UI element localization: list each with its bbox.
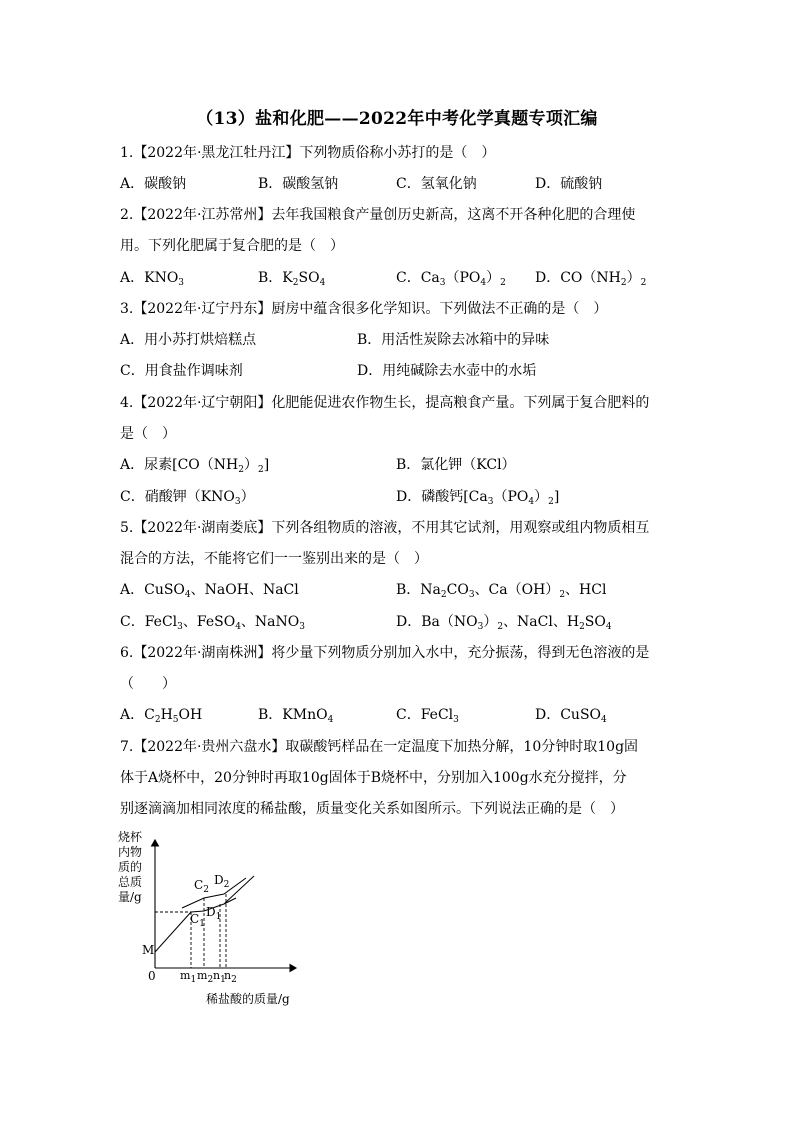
y-axis-label-line: 内物: [118, 845, 143, 859]
q6-stem-line-2: （ ）: [120, 676, 176, 692]
q2-option-d[interactable]: D．$CO(NH_2)_2$: [535, 270, 647, 288]
q3-option-c[interactable]: C．用食盐作调味剂: [120, 363, 243, 379]
x-axis-label: 稀盐酸的质量/g: [206, 992, 290, 1006]
graph-svg: [118, 826, 318, 1012]
q2-option-b[interactable]: B．$K_2SO_4$: [258, 270, 326, 288]
curve-a-rising: [155, 912, 191, 952]
label-origin: 0: [148, 969, 156, 983]
q4-option-b[interactable]: B．氯化钾（KCl）: [396, 457, 516, 473]
q4-option-a[interactable]: A．尿素$[CO(NH_2)_2]$: [120, 457, 270, 475]
y-axis-label-line: 总质: [118, 875, 143, 889]
q1-option-c[interactable]: C．氢氧化钠: [396, 176, 477, 192]
q4-stem-line-2: 是（ ）: [120, 426, 176, 442]
label-d1: $D_1$: [206, 905, 222, 922]
q5-stem-line-1: 5.【2022年·湖南娄底】下列各组物质的溶液，不用其它试剂，用观察或组内物质相互: [120, 520, 650, 536]
y-axis-label-line: 质的: [118, 860, 143, 874]
label-d2: $D_2$: [214, 873, 230, 890]
q6-option-b[interactable]: B．KMnO$_4$: [258, 707, 334, 725]
q2-stem-line-2: 用。下列化肥属于复合肥的是（ ）: [120, 238, 344, 254]
q1-option-d[interactable]: D．硫酸钠: [535, 176, 603, 192]
q5-option-b[interactable]: B．$Na_2CO_3$、$Ca(OH)_2$、HCl: [396, 582, 607, 600]
q7-mass-change-graph: [118, 826, 318, 1012]
q3-option-a[interactable]: A．用小苏打烘焙糕点: [120, 332, 257, 348]
label-c1: $C_1$: [190, 912, 205, 929]
label-m1: $m_1$: [180, 969, 197, 985]
label-n2: $n_2$: [224, 969, 237, 985]
q7-stem-line-3: 别逐滴滴加相同浓度的稀盐酸，质量变化关系如图所示。下列说法正确的是（ ）: [120, 801, 624, 817]
q2-option-c[interactable]: C．$Ca_3(PO_4)_2$: [396, 270, 506, 288]
q7-stem-line-1: 7.【2022年·贵州六盘水】取碳酸钙样品在一定温度下加热分解，10分钟时取10g固: [120, 739, 639, 755]
y-axis-label-line: 量/g: [118, 890, 142, 904]
q6-stem-line-1: 6.【2022年·湖南株洲】将少量下列物质分别加入水中，充分振荡，得到无色溶液的是: [120, 645, 650, 661]
q6-option-a[interactable]: A．$C_2H_5OH$: [120, 707, 203, 725]
q2-option-a[interactable]: A．$KNO_3$: [120, 270, 185, 288]
y-axis-label: [118, 830, 154, 930]
q6-option-c[interactable]: C．FeCl$_3$: [396, 707, 459, 725]
q7-stem-line-2: 体于A烧杯中，20分钟时再取10g固体于B烧杯中，分别加入100g水充分搅拌，分: [120, 770, 627, 786]
document-title: （13）盐和化肥——2022年中考化学真题专项汇编: [196, 109, 598, 129]
q2-stem-line-1: 2.【2022年·江苏常州】去年我国粮食产量创历史新高，这离不开各种化肥的合理使: [120, 207, 636, 223]
label-c2: $C_2$: [194, 878, 209, 895]
q4-stem-line-1: 4.【2022年·辽宁朝阳】化肥能促进农作物生长，提高粮食产量。下列属于复合肥料的: [120, 395, 650, 411]
q1-option-b[interactable]: B．碳酸氢钠: [258, 176, 339, 192]
label-m2: $m_2$: [197, 969, 214, 985]
q3-option-d[interactable]: D．用纯碱除去水壶中的水垢: [357, 363, 537, 379]
q4-option-c[interactable]: C．硝酸钾$(KNO_3)$: [120, 489, 255, 507]
q5-option-c[interactable]: C．FeCl$_3$、FeSO$_4$、NaNO$_3$: [120, 614, 305, 632]
q6-option-d[interactable]: D．CuSO$_4$: [535, 707, 607, 725]
q4-option-d[interactable]: D．磷酸钙$[Ca_3(PO_4)_2]$: [396, 489, 560, 507]
y-axis-label-line: 烧杯: [118, 830, 143, 844]
q3-option-b[interactable]: B．用活性炭除去冰箱中的异味: [357, 332, 550, 348]
q5-option-a[interactable]: A．CuSO$_4$、NaOH、NaCl: [120, 582, 299, 600]
q1-stem-line-1: 1.【2022年·黑龙江牡丹江】下列物质俗称小苏打的是（ ）: [120, 145, 496, 161]
q5-option-d[interactable]: D．$Ba(NO_3)_2$、NaCl、$H_2SO_4$: [396, 614, 612, 632]
label-m: M: [142, 943, 155, 957]
label-n1: $n_1$: [213, 969, 226, 985]
q3-stem-line-1: 3.【2022年·辽宁丹东】厨房中蕴含很多化学知识。下列做法不正确的是（ ）: [120, 301, 608, 317]
q5-stem-line-2: 混合的方法，不能将它们一一鉴别出来的是（ ）: [120, 551, 428, 567]
q1-option-a[interactable]: A．碳酸钠: [120, 176, 187, 192]
